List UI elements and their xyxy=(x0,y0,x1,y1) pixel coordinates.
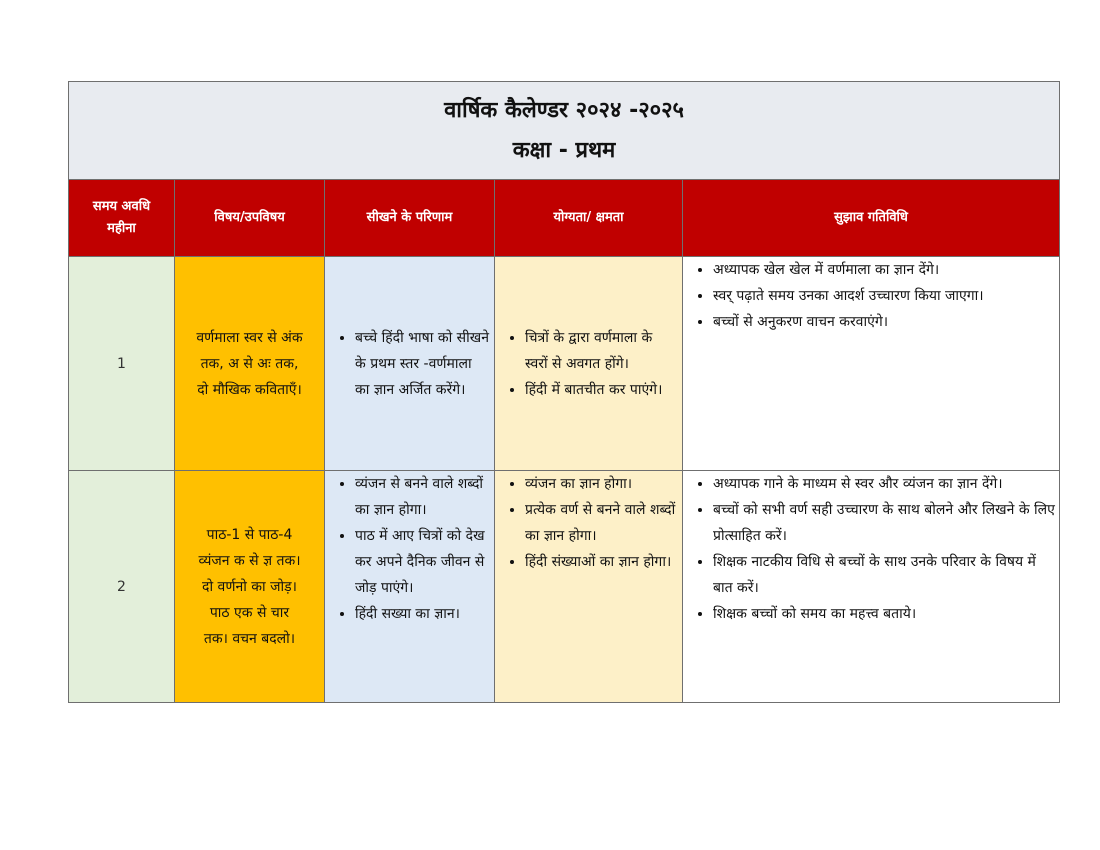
class-title: कक्षा - प्रथम xyxy=(512,137,616,163)
table-row xyxy=(69,471,1060,703)
calendar-title: वार्षिक कैलेण्डर २०२४ -२०२५ xyxy=(444,97,684,123)
list-item: • शिक्षक नाटकीय विधि से बच्चों के साथ उनके परिवार के विषय में बात करें। xyxy=(713,549,1055,601)
header-subject: विषय/उपविषय xyxy=(175,180,325,257)
list-item: • चित्रों के द्वारा वर्णमाला के स्वरों से अवगत होंगे। xyxy=(525,325,678,377)
ability-cell xyxy=(495,471,683,703)
list-item: • प्रत्येक वर्ण से बनने वाले शब्दों का ज्ञान होगा। xyxy=(525,497,678,549)
list-item: • व्यंजन से बनने वाले शब्दों का ज्ञान होगा। xyxy=(355,471,490,523)
title-block xyxy=(69,82,1060,180)
list-item: • व्यंजन का ज्ञान होगा। xyxy=(525,471,678,497)
list-item: • हिंदी सख्या का ज्ञान। xyxy=(355,601,490,627)
outcomes-cell xyxy=(325,257,495,471)
list-item: • शिक्षक बच्चों को समय का महत्त्व बताये। xyxy=(713,601,1055,627)
list-item: • पाठ में आए चित्रों को देख कर अपने दैनिक जीवन से जोड़ पाएंगे। xyxy=(355,523,490,601)
subject-cell: वर्णमाला स्वर से अंक तक, अ से अः तक, दो मौखिक कविताएँ। xyxy=(175,257,325,471)
month-cell: 2 xyxy=(69,471,175,703)
subject-cell: पाठ-1 से पाठ-4 व्यंजन क से ज्ञ तक। दो वर्णनो का जोड़। पाठ एक से चार तक। वचन बदलो। xyxy=(175,471,325,703)
header-month: समय अवधि महीना xyxy=(69,180,175,257)
list-item: • बच्चों से अनुकरण वाचन करवाएंगे। xyxy=(713,309,1055,335)
header-activity: सुझाव गतिविधि xyxy=(683,180,1060,257)
month-cell: 1 xyxy=(69,257,175,471)
table-row xyxy=(69,257,1060,471)
list-item: • स्वर् पढ़ाते समय उनका आदर्श उच्चारण किया जाएगा। xyxy=(713,283,1055,309)
outcomes-cell xyxy=(325,471,495,703)
list-item: • अध्यापक खेल खेल में वर्णमाला का ज्ञान देंगे। xyxy=(713,257,1055,283)
header-outcomes: सीखने के परिणाम xyxy=(325,180,495,257)
activity-cell xyxy=(683,257,1060,471)
header-ability: योग्यता/ क्षमता xyxy=(495,180,683,257)
annual-calendar-table xyxy=(68,81,1060,703)
list-item: • हिंदी संख्याओं का ज्ञान होगा। xyxy=(525,549,678,575)
list-item: • अध्यापक गाने के माध्यम से स्वर और व्यंजन का ज्ञान देंगे। xyxy=(713,471,1055,497)
list-item: • बच्चे हिंदी भाषा को सीखने के प्रथम स्तर -वर्णमाला का ज्ञान अर्जित करेंगे। xyxy=(355,325,490,403)
list-item: • हिंदी में बातचीत कर पाएंगे। xyxy=(525,377,678,403)
ability-cell xyxy=(495,257,683,471)
list-item: • बच्चों को सभी वर्ण सही उच्चारण के साथ बोलने और लिखने के लिए प्रोत्साहित करें। xyxy=(713,497,1055,549)
header-row xyxy=(69,180,1060,257)
activity-cell xyxy=(683,471,1060,703)
